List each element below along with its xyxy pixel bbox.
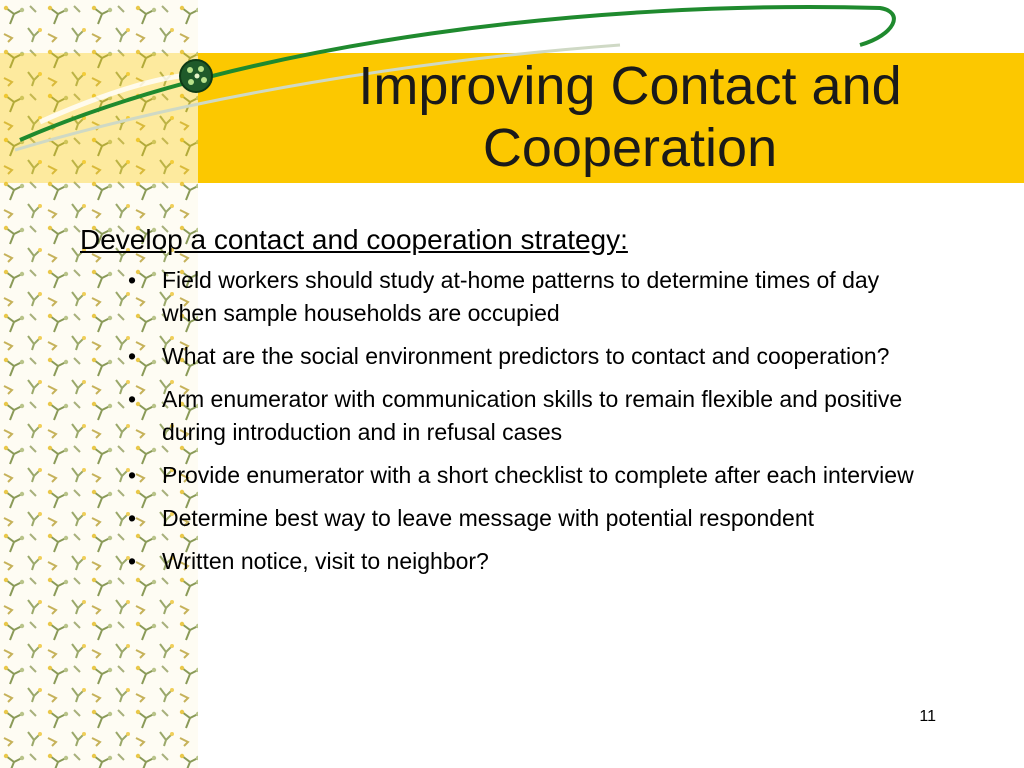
slide-body: [80, 222, 940, 588]
strategy-heading: Develop a contact and cooperation strategy:: [80, 224, 628, 255]
bullet-icon: •: [128, 343, 137, 369]
list-item: [128, 264, 922, 330]
list-item-text: What are the social environment predictors to contact and cooperation?: [162, 343, 890, 369]
list-item-text: Provide enumerator with a short checklist to complete after each interview: [162, 462, 914, 488]
bullet-icon: •: [128, 548, 137, 574]
list-item-text: Determine best way to leave message with potential respondent: [162, 505, 815, 531]
list-item: [128, 340, 922, 373]
bullet-icon: •: [128, 267, 137, 293]
list-item: [128, 383, 922, 449]
bullet-list: [80, 264, 940, 578]
list-item-text: Field workers should study at-home patterns to determine times of day when sample households are occupied: [162, 267, 880, 326]
list-item-text: Arm enumerator with communication skills to remain flexible and positive during introduction and in refusal cases: [162, 386, 903, 445]
slide-title: Improving Contact and Cooperation: [358, 56, 902, 178]
list-item: [128, 545, 922, 578]
bullet-icon: •: [128, 386, 137, 412]
list-item: [128, 459, 922, 492]
bullet-icon: •: [128, 505, 137, 531]
list-item: [128, 502, 922, 535]
list-item-text: Written notice, visit to neighbor?: [162, 548, 489, 574]
slide-number: 11: [919, 708, 936, 725]
bullet-icon: •: [128, 462, 137, 488]
